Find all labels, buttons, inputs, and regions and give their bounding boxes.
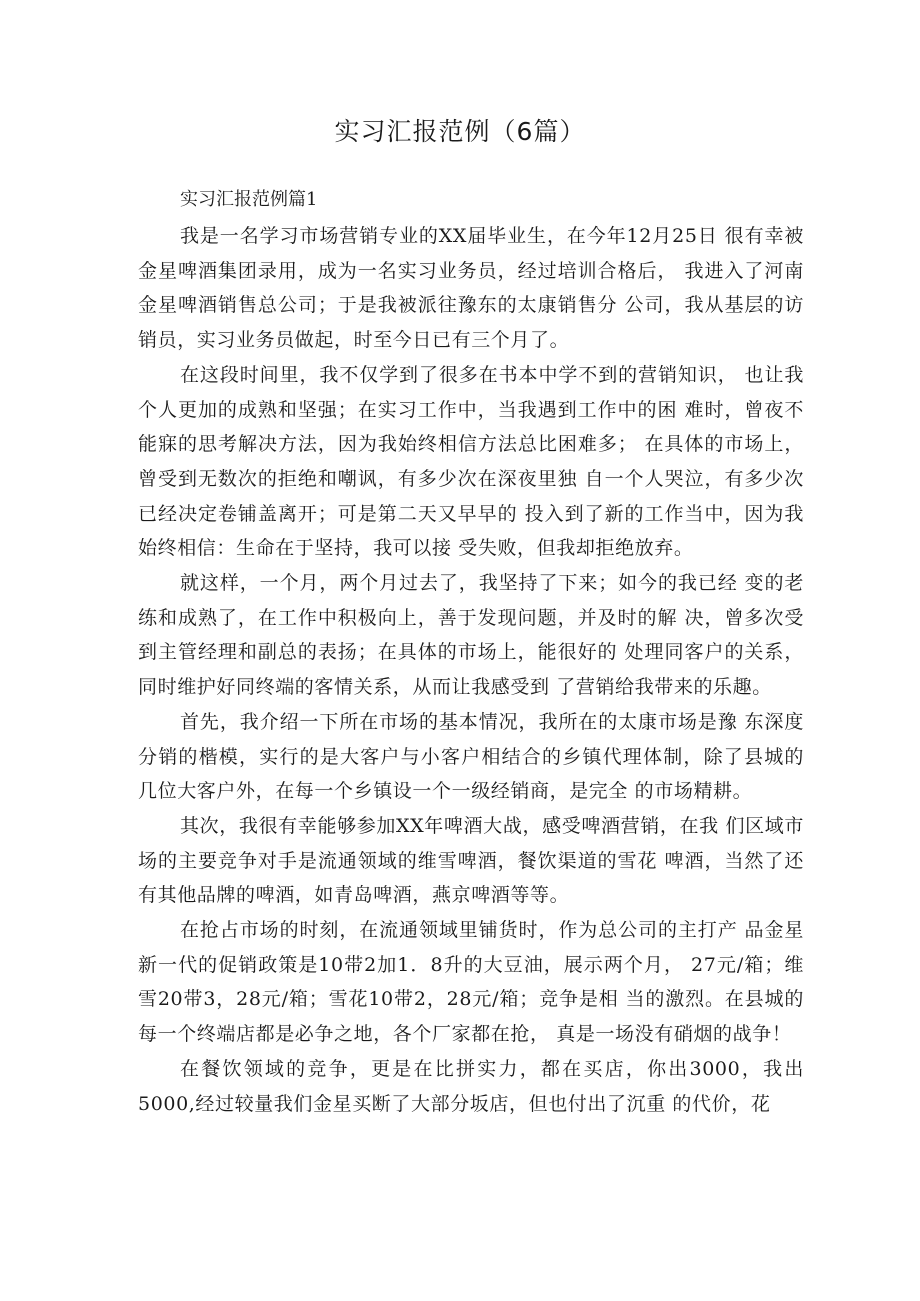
document-body bbox=[138, 219, 804, 1121]
section-heading: 实习汇报范例篇1 bbox=[180, 189, 318, 210]
paragraph-7: 在餐饮领域的竞争，更是在比拼实力，都在买店，你出3000，我出5000,经过较量我们金星买断了大部分坂店，但也付出了沉重 的代价，花 bbox=[138, 1057, 804, 1115]
paragraph-6: 在抢占市场的时刻，在流通领域里铺货时，作为总公司的主打产 品金星新一代的促销政策是10带2加1．8升的大豆油，展示两个月， 27元/箱；维雪20带3，28元/箱；雪花10带2，28元/箱；竞争是相 当的激烈。在县城的每一个终端店都是必争之地，各个厂家都在抢， 真是一场没有硝烟的战争！ bbox=[138, 919, 804, 1046]
paragraph-2: 在这段时间里，我不仅学到了很多在书本中学不到的营销知识， 也让我个人更加的成熟和坚强；在实习工作中，当我遇到工作中的困 难时，曾夜不能寐的思考解决方法，因为我始终相信方法总比困难多； 在具体的市场上，曾受到无数次的拒绝和嘲讽，有多少次在深夜里独 自一个人哭泣，有多少次已经决定卷铺盖离开；可是第二天又早早的 投入到了新的工作当中，因为我始终相信：生命在于坚持，我可以接 受失败，但我却拒绝放弃。 bbox=[138, 363, 804, 560]
paragraph-1: 我是一名学习市场营销专业的XX届毕业生，在今年12月25日 很有幸被金星啤酒集团录用，成为一名实习业务员，经过培训合格后， 我进入了河南金星啤酒销售总公司；于是我被派往豫东的太康销售分 公司，我从基层的访销员，实习业务员做起，时至今日已有三个月了。 bbox=[138, 225, 804, 352]
document-title: 实习汇报范例（6篇） bbox=[334, 117, 586, 146]
paragraph-4: 首先，我介绍一下所在市场的基本情况，我所在的太康市场是豫 东深度分销的楷模，实行的是大客户与小客户相结合的乡镇代理体制，除了县城的几位大客户外，在每一个乡镇设一个一级经销商，是完全 的市场精耕。 bbox=[138, 710, 804, 803]
paragraph-3: 就这样，一个月，两个月过去了，我坚持了下来；如今的我已经 变的老练和成熟了，在工作中积极向上，善于发现问题，并及时的解 决，曾多次受到主管经理和副总的表扬；在具体的市场上，能很好的 处理同客户的关系，同时维护好同终端的客情关系，从而让我感受到 了营销给我带来的乐趣。 bbox=[138, 572, 804, 699]
paragraph-5: 其次，我很有幸能够参加XX年啤酒大战，感受啤酒营销，在我 们区域市场的主要竞争对手是流通领域的维雪啤酒，餐饮渠道的雪花 啤酒，当然了还有其他品牌的啤酒，如青岛啤酒，燕京啤酒等等。 bbox=[138, 814, 804, 907]
